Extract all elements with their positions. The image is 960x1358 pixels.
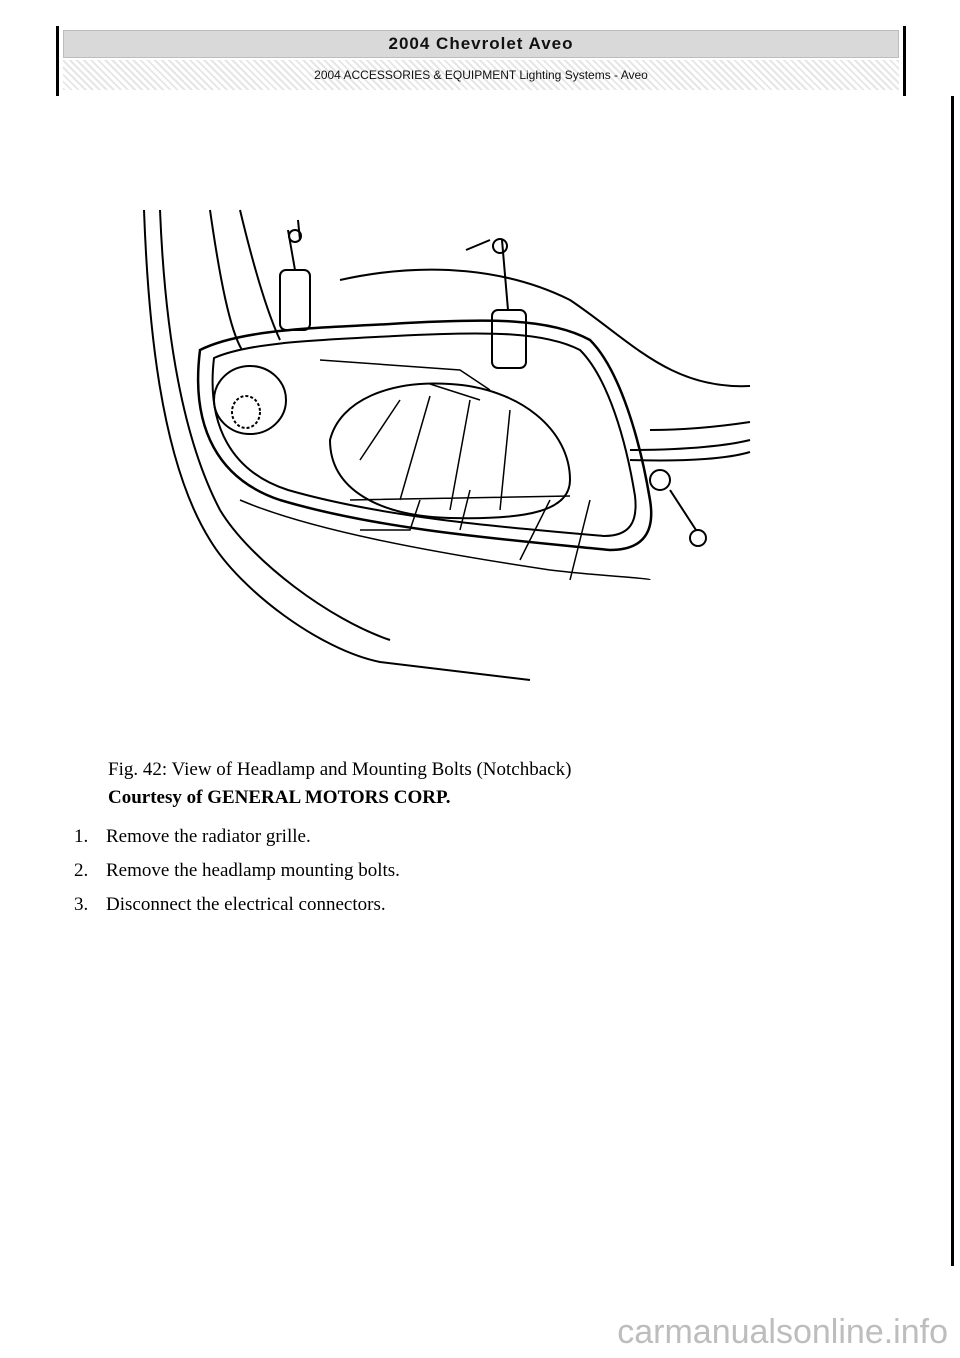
bumper-line xyxy=(630,440,750,450)
right-margin-rule xyxy=(951,96,954,1266)
step-text: Disconnect the electrical connectors. xyxy=(106,894,386,915)
mounting-bolt-left xyxy=(280,220,310,330)
fender-outline xyxy=(144,210,530,680)
lower-trim xyxy=(240,500,650,580)
bumper-line-2 xyxy=(630,452,750,461)
step-text: Remove the headlamp mounting bolts. xyxy=(106,860,400,881)
upper-body-line-2 xyxy=(650,422,750,430)
page-header xyxy=(56,26,906,96)
headlamp-illustration xyxy=(130,200,770,690)
site-watermark: carmanualsonline.info xyxy=(617,1313,948,1351)
step-item xyxy=(60,822,820,852)
step-item xyxy=(60,856,820,886)
step-number: 2. xyxy=(74,860,89,881)
upper-body-line xyxy=(340,270,750,387)
document-title: 2004 Chevrolet Aveo xyxy=(63,30,899,58)
step-item xyxy=(60,890,820,920)
mounting-bolt-side xyxy=(650,470,706,546)
turn-signal-bulb xyxy=(232,396,260,428)
caption-title: Fig. 42: View of Headlamp and Mounting Bolts (Notchback) xyxy=(108,759,572,780)
document-subtitle: 2004 ACCESSORIES & EQUIPMENT Lighting Systems - Aveo xyxy=(63,60,899,90)
headlamp-housing-inner xyxy=(213,333,636,536)
figure-caption xyxy=(108,756,808,812)
turn-signal-lamp xyxy=(214,366,286,434)
step-number: 3. xyxy=(74,894,89,915)
mounting-bolt-right xyxy=(466,239,526,368)
reflector-grid xyxy=(350,396,570,510)
hood-edge xyxy=(240,210,280,340)
body-panel-line xyxy=(210,210,242,350)
procedure-steps xyxy=(60,822,820,924)
caption-credit: Courtesy of GENERAL MOTORS CORP. xyxy=(108,787,451,808)
step-text: Remove the radiator grille. xyxy=(106,826,311,847)
step-number: 1. xyxy=(74,826,89,847)
